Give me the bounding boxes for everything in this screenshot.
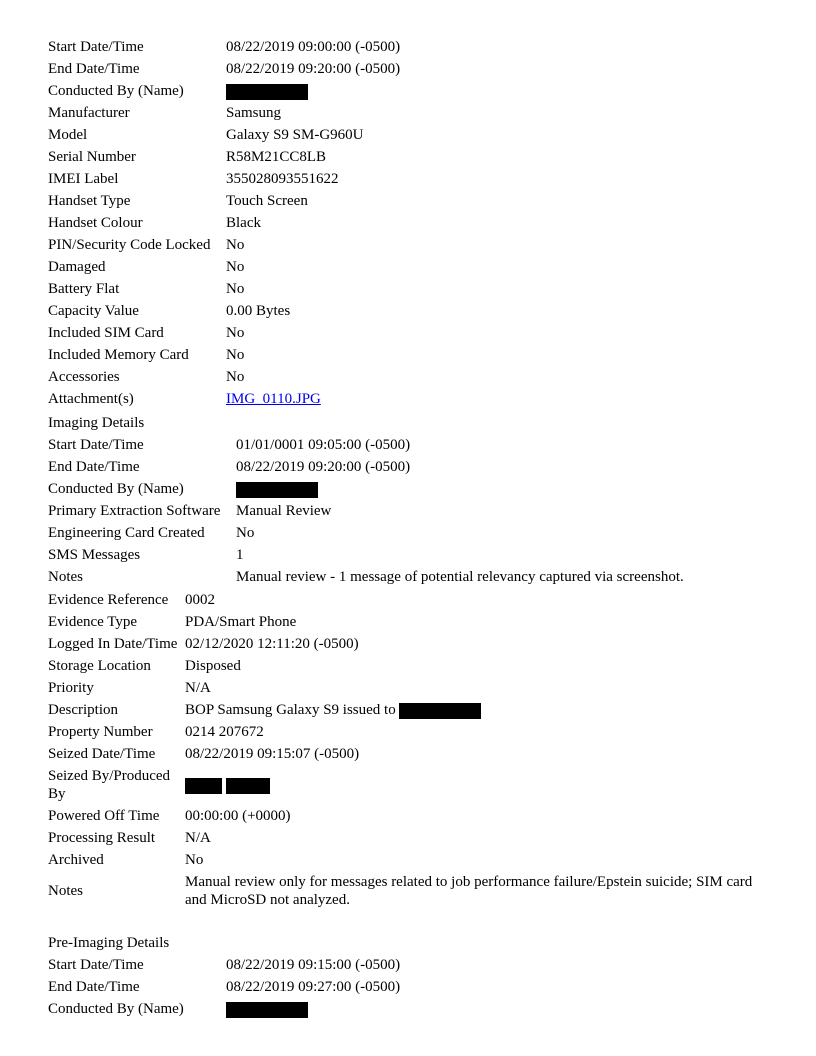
value: No (226, 259, 245, 275)
imaging-details (48, 434, 684, 588)
label: Archived (48, 852, 104, 868)
label: Capacity Value (48, 303, 139, 319)
label: Included Memory Card (48, 347, 189, 363)
label: IMEI Label (48, 171, 119, 187)
value: No (185, 852, 204, 868)
table-row (48, 849, 768, 871)
table-row (48, 344, 400, 366)
label: Property Number (48, 724, 153, 740)
table-row (48, 388, 400, 410)
table-row (48, 805, 768, 827)
table-row (48, 256, 400, 278)
label: Conducted By (Name) (48, 83, 184, 99)
label: End Date/Time (48, 61, 140, 77)
table-row (48, 322, 400, 344)
table-row (48, 36, 400, 58)
value: 00:00:00 (+0000) (185, 808, 291, 824)
label: Handset Colour (48, 215, 143, 231)
value: Galaxy S9 SM-G960U (226, 127, 364, 143)
value: 01/01/0001 09:05:00 (-0500) (236, 437, 411, 453)
table-row (48, 124, 400, 146)
value: Black (226, 215, 261, 231)
redaction-box (226, 84, 308, 100)
table-row (48, 500, 684, 522)
label: Priority (48, 680, 94, 696)
value: BOP Samsung Galaxy S9 issued to (185, 702, 396, 718)
table-row (48, 456, 684, 478)
table-row (48, 80, 400, 102)
table-row (48, 278, 400, 300)
label: Primary Extraction Software (48, 503, 221, 519)
value: 08/22/2019 09:20:00 (-0500) (236, 459, 411, 475)
value: 0.00 Bytes (226, 303, 291, 319)
table-row (48, 998, 400, 1020)
value: No (226, 281, 245, 297)
label: Evidence Reference (48, 592, 169, 608)
label: Serial Number (48, 149, 136, 165)
table-row (48, 743, 768, 765)
table-row (48, 300, 400, 322)
pre-imaging-details-heading: Pre-Imaging Details (48, 935, 170, 951)
value: 1 (236, 547, 244, 563)
table-row (48, 146, 400, 168)
table-row (48, 566, 684, 588)
value: N/A (185, 680, 211, 696)
table-row (48, 677, 768, 699)
value: 02/12/2020 12:11:20 (-0500) (185, 636, 359, 652)
label: Conducted By (Name) (48, 1001, 184, 1017)
table-row (48, 212, 400, 234)
table-row (48, 976, 400, 998)
value: No (226, 237, 245, 253)
value: 08/22/2019 09:27:00 (-0500) (226, 979, 401, 995)
label: Description (48, 702, 118, 718)
table-row (48, 633, 768, 655)
redaction-box (226, 1002, 308, 1018)
imaging-details-heading: Imaging Details (48, 415, 145, 431)
table-row (48, 765, 768, 805)
table-row (48, 871, 768, 911)
redaction-box (185, 778, 222, 794)
label: Notes (48, 569, 83, 585)
table-row (48, 434, 684, 456)
label: Handset Type (48, 193, 131, 209)
value: Manual review - 1 message of potential relevancy captured via screenshot. (236, 569, 684, 585)
table-row (48, 522, 684, 544)
label: Logged In Date/Time (48, 636, 178, 652)
value: Disposed (185, 658, 241, 674)
label: Seized By/Produced By (48, 768, 171, 802)
value: R58M21CC8LB (226, 149, 327, 165)
label: Conducted By (Name) (48, 481, 184, 497)
value: 08/22/2019 09:20:00 (-0500) (226, 61, 401, 77)
label: Engineering Card Created (48, 525, 205, 541)
value: 08/22/2019 09:15:00 (-0500) (226, 957, 401, 973)
table-row (48, 827, 768, 849)
label: Model (48, 127, 88, 143)
label: Processing Result (48, 830, 156, 846)
label: Storage Location (48, 658, 151, 674)
value: No (226, 347, 245, 363)
label: Evidence Type (48, 614, 138, 630)
value: 08/22/2019 09:00:00 (-0500) (226, 39, 401, 55)
attachment-link[interactable]: IMG_0110.JPG (226, 391, 321, 407)
table-row (48, 611, 768, 633)
label: End Date/Time (48, 979, 140, 995)
label: Start Date/Time (48, 437, 144, 453)
value: 0002 (185, 592, 215, 608)
value: No (226, 325, 245, 341)
label: Powered Off Time (48, 808, 160, 824)
pre-imaging-details (48, 954, 400, 1020)
table-row (48, 589, 768, 611)
label: Attachment(s) (48, 391, 134, 407)
label: Manufacturer (48, 105, 130, 121)
label: Notes (48, 883, 83, 899)
label: PIN/Security Code Locked (48, 237, 211, 253)
label: Battery Flat (48, 281, 120, 297)
value: Touch Screen (226, 193, 308, 209)
redaction-box (226, 778, 270, 794)
table-row (48, 544, 684, 566)
value: No (226, 369, 245, 385)
value: 355028093551622 (226, 171, 339, 187)
value: Manual review only for messages related to job performance failure/Epstein suicide; SIM card and MicroSD not analyzed. (185, 874, 753, 908)
value: Manual Review (236, 503, 332, 519)
label: End Date/Time (48, 459, 140, 475)
redaction-box (399, 703, 481, 719)
table-row (48, 234, 400, 256)
table-row (48, 478, 684, 500)
label: Accessories (48, 369, 120, 385)
table-row (48, 102, 400, 124)
table-row (48, 699, 768, 721)
value: Samsung (226, 105, 282, 121)
label: Damaged (48, 259, 106, 275)
table-row (48, 168, 400, 190)
label: Start Date/Time (48, 957, 144, 973)
value: No (236, 525, 255, 541)
evidence-details (48, 589, 768, 911)
table-row (48, 58, 400, 80)
value: N/A (185, 830, 211, 846)
table-row (48, 655, 768, 677)
value: PDA/Smart Phone (185, 614, 297, 630)
value: 0214 207672 (185, 724, 264, 740)
value: 08/22/2019 09:15:07 (-0500) (185, 746, 360, 762)
table-row (48, 190, 400, 212)
table-row (48, 366, 400, 388)
label: Start Date/Time (48, 39, 144, 55)
redaction-box (236, 482, 318, 498)
label: Included SIM Card (48, 325, 164, 341)
label: Seized Date/Time (48, 746, 156, 762)
table-row (48, 954, 400, 976)
table-row (48, 721, 768, 743)
label: SMS Messages (48, 547, 141, 563)
device-details (48, 36, 400, 410)
